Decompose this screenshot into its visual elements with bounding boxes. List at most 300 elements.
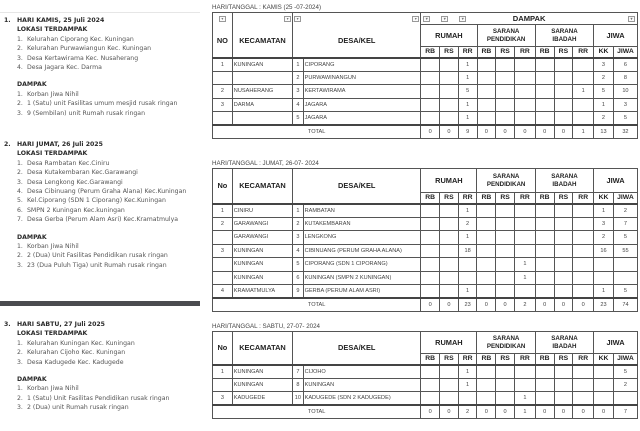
cell-value: 1 <box>458 71 477 85</box>
lokasi-item: 1. Kelurahan Kuningan Kec. Kuningan <box>17 339 135 347</box>
lokasi-item: 2. Desa Kutakembaran Kec.Garawangi <box>17 169 138 177</box>
cell-value <box>440 112 459 126</box>
cell-desa: JAGARA <box>303 112 421 126</box>
subheader-cell: RB <box>477 193 496 204</box>
subheader-cell: RR <box>573 193 594 204</box>
cell-value <box>496 365 515 379</box>
cell-value: 1 <box>514 258 535 272</box>
header-no: No <box>213 332 233 365</box>
cell-value: 5 <box>613 112 637 126</box>
cell-value <box>514 365 535 379</box>
total-value: 0 <box>477 405 496 419</box>
cell-kecamatan: KRAMATMULYA <box>232 285 292 299</box>
subheader-cell: RR <box>573 47 594 58</box>
cell-kecamatan: KUNINGAN <box>232 244 292 258</box>
filter-cell <box>232 13 292 25</box>
filter-dropdown-icon[interactable]: ▾ <box>219 16 226 22</box>
table-row <box>213 392 638 406</box>
cell-desa-no: 3 <box>293 231 303 245</box>
filter-dropdown-icon[interactable]: ▾ <box>284 16 291 22</box>
dampak-item: 1. Korban Jiwa Nihil <box>17 243 79 251</box>
cell-value <box>535 392 554 406</box>
subheader-cell: RR <box>514 354 535 365</box>
cell-desa-no: 5 <box>293 258 303 272</box>
cell-value <box>421 378 440 392</box>
cell-desa: CIBINUANG (PERUM GRAHA ALANA) <box>303 244 421 258</box>
cell-value <box>496 231 515 245</box>
cell-desa-no: 3 <box>293 85 303 99</box>
cell-desa: KADUGEDE (SDN 2 KADUGEDE) <box>303 392 421 406</box>
table-row <box>213 231 638 245</box>
header-no: NO <box>213 25 233 58</box>
filter-dropdown-icon[interactable]: ▾ <box>412 16 419 22</box>
cell-value <box>458 271 477 285</box>
cell-value: 5 <box>458 85 477 99</box>
cell-desa: JAGARA <box>303 98 421 112</box>
filter-dropdown-icon[interactable]: ▾ <box>423 16 430 22</box>
cell-value <box>554 378 573 392</box>
cell-value: 5 <box>613 231 637 245</box>
dampak-heading: DAMPAK <box>17 81 47 89</box>
dampak-item: 2. 1 (Satu) Unit Fasilitas Pendidikan rusak ringan <box>17 394 170 402</box>
cell-value <box>440 271 459 285</box>
cell-value <box>496 204 515 218</box>
total-value: 0 <box>554 125 573 139</box>
cell-kecamatan: GARAWANGI <box>232 231 292 245</box>
cell-value <box>496 85 515 99</box>
cell-value <box>496 258 515 272</box>
filter-cell <box>213 13 233 25</box>
subheader-cell: RB <box>477 47 496 58</box>
cell-value: 5 <box>594 85 614 99</box>
cell-desa-no: 4 <box>293 98 303 112</box>
header-desa: DESA/KEL <box>293 332 421 365</box>
cell-desa-no: 2 <box>293 217 303 231</box>
total-value: 0 <box>477 125 496 139</box>
total-value: 9 <box>458 125 477 139</box>
cell-value <box>554 217 573 231</box>
cell-value <box>554 365 573 379</box>
cell-value <box>594 271 614 285</box>
total-value: 0 <box>535 298 554 312</box>
cell-value <box>573 231 594 245</box>
total-value: 0 <box>496 405 515 419</box>
dampak-label: DAMPAK <box>512 14 546 23</box>
dampak-item: 1. Korban Jiwa Nihil <box>17 90 79 98</box>
total-value: 23 <box>594 298 614 312</box>
cell-value: 2 <box>613 204 637 218</box>
cell-value <box>477 271 496 285</box>
cell-value: 2 <box>613 378 637 392</box>
cell-value <box>477 392 496 406</box>
header-jiwa: JIWA <box>594 169 638 193</box>
header-sarana-ibadah: SARANA IBADAH <box>535 332 593 354</box>
cell-value <box>421 244 440 258</box>
total-value: 0 <box>535 405 554 419</box>
cell-value <box>440 231 459 245</box>
lokasi-item: 2. Kelurahan Purwawiangun Kec. Kuningan <box>17 45 152 53</box>
cell-value: 1 <box>514 392 535 406</box>
cell-value <box>496 112 515 126</box>
cell-kecamatan: KUNINGAN <box>232 365 292 379</box>
cell-value <box>573 392 594 406</box>
subheader-cell: RB <box>535 193 554 204</box>
filter-dropdown-icon[interactable]: ▾ <box>294 16 301 22</box>
cell-value: 5 <box>613 365 637 379</box>
header-no: No <box>213 169 233 204</box>
total-value: 0 <box>421 125 440 139</box>
cell-no: 2 <box>213 85 233 99</box>
cell-value <box>458 258 477 272</box>
subheader-cell: RS <box>496 47 515 58</box>
total-value: 0 <box>496 125 515 139</box>
filter-dropdown-icon[interactable]: ▾ <box>459 16 466 22</box>
total-label: TOTAL <box>213 125 421 139</box>
lokasi-item: 7. Desa Gerba (Perum Alam Asri) Kec.Kramatmulya <box>17 216 179 224</box>
cell-value <box>613 392 637 406</box>
cell-value <box>477 58 496 72</box>
cell-value: 10 <box>613 85 637 99</box>
total-value: 0 <box>440 298 459 312</box>
cell-value: 1 <box>458 112 477 126</box>
subheader-cell: RB <box>421 47 440 58</box>
cell-value <box>573 58 594 72</box>
cell-no: 1 <box>213 58 233 72</box>
header-rumah: RUMAH <box>421 332 477 354</box>
subheader-cell: RR <box>458 47 477 58</box>
cell-no <box>213 231 233 245</box>
cell-value <box>594 378 614 392</box>
cell-value <box>573 365 594 379</box>
dampak-item: 2. 1 (Satu) unit Fasilitas umum mesjid rusak ringan <box>17 100 178 108</box>
cell-value <box>477 204 496 218</box>
cell-value <box>535 271 554 285</box>
cell-value <box>496 58 515 72</box>
header-kecamatan: KECAMATAN <box>232 332 292 365</box>
header-sarana-ibadah: SARANA IBADAH <box>535 25 593 47</box>
cell-value <box>496 217 515 231</box>
cell-value: 1 <box>573 85 594 99</box>
subheader-cell: KK <box>594 47 614 58</box>
dampak-item: 1. Korban Jiwa Nihil <box>17 385 79 393</box>
total-value: 1 <box>573 125 594 139</box>
cell-value <box>440 258 459 272</box>
cell-desa: KUNINGAN <box>303 378 421 392</box>
cell-value <box>496 71 515 85</box>
subheader-cell: RS <box>496 354 515 365</box>
cell-value <box>535 231 554 245</box>
cell-desa: KERTAWIRAMA <box>303 85 421 99</box>
lokasi-heading: LOKASI TERDAMPAK <box>17 26 88 34</box>
lokasi-heading: LOKASI TERDAMPAK <box>17 150 88 158</box>
divider <box>0 12 200 13</box>
total-value: 0 <box>554 405 573 419</box>
subheader-cell: RB <box>421 193 440 204</box>
table-row <box>213 271 638 285</box>
total-value: 0 <box>573 405 594 419</box>
cell-desa-no: 2 <box>293 71 303 85</box>
impact-table <box>212 331 638 419</box>
subheader-cell: RR <box>514 47 535 58</box>
lokasi-item: 5. Kel.Ciporang (SDN 1 Ciporang) Kec.Kuningan <box>17 197 166 205</box>
cell-value <box>554 231 573 245</box>
cell-value <box>496 244 515 258</box>
filter-cell <box>293 13 421 25</box>
cell-desa-no: 6 <box>293 271 303 285</box>
cell-value <box>440 58 459 72</box>
cell-value: 7 <box>613 217 637 231</box>
cell-value <box>535 85 554 99</box>
table-row <box>213 112 638 126</box>
filter-dropdown-icon[interactable]: ▾ <box>628 16 635 22</box>
cell-value <box>613 258 637 272</box>
cell-value: 8 <box>613 71 637 85</box>
cell-value <box>477 217 496 231</box>
header-sarana-ibadah: SARANA IBADAH <box>535 169 593 193</box>
total-value: 74 <box>613 298 637 312</box>
subheader-cell: RR <box>573 354 594 365</box>
cell-kecamatan: KUNINGAN <box>232 271 292 285</box>
cell-value <box>573 217 594 231</box>
cell-value: 1 <box>458 231 477 245</box>
dampak-heading: DAMPAK <box>17 376 47 384</box>
lokasi-item: 3. Desa Lengkong Kec.Garawangi <box>17 178 123 186</box>
cell-value <box>535 365 554 379</box>
header-rumah: RUMAH <box>421 169 477 193</box>
table-row <box>213 217 638 231</box>
cell-no <box>213 112 233 126</box>
cell-value: 1 <box>594 204 614 218</box>
lokasi-item: 1. Desa Rambatan Kec.Ciniru <box>17 159 110 167</box>
total-value: 0 <box>535 125 554 139</box>
cell-value <box>535 378 554 392</box>
header-rumah: RUMAH <box>421 25 477 47</box>
header-sarana-pendidikan: SARANA PENDIDIKAN <box>477 169 535 193</box>
lokasi-item: 4. Desa Cibinuang (Perum Graha Alana) Kec.Kuningan <box>17 188 187 196</box>
cell-value: 1 <box>458 365 477 379</box>
cell-value <box>496 98 515 112</box>
header-desa: DESA/KEL <box>293 25 421 58</box>
table-row <box>213 365 638 379</box>
total-value: 2 <box>514 298 535 312</box>
total-value: 0 <box>440 125 459 139</box>
subheader-cell: RB <box>535 47 554 58</box>
table-row <box>213 98 638 112</box>
day-title: 1. HARI KAMIS, 25 Juli 2024 <box>4 17 105 24</box>
subheader-cell: JIWA <box>613 193 637 204</box>
cell-value <box>535 71 554 85</box>
cell-value <box>554 285 573 299</box>
cell-value <box>573 271 594 285</box>
total-label: TOTAL <box>213 405 421 419</box>
subheader-cell: RS <box>554 354 573 365</box>
cell-value <box>535 98 554 112</box>
cell-value <box>421 217 440 231</box>
subheader-cell: RS <box>554 193 573 204</box>
cell-value <box>514 58 535 72</box>
header-jiwa: JIWA <box>594 25 638 47</box>
cell-value <box>554 258 573 272</box>
cell-value: 3 <box>594 58 614 72</box>
cell-value <box>554 85 573 99</box>
table-row <box>213 378 638 392</box>
cell-value <box>573 98 594 112</box>
cell-kecamatan: CINIRU <box>232 204 292 218</box>
cell-value <box>573 71 594 85</box>
subheader-cell: RR <box>514 193 535 204</box>
cell-desa: RAMBATAN <box>303 204 421 218</box>
total-value: 0 <box>477 298 496 312</box>
cell-value <box>554 244 573 258</box>
cell-value <box>440 285 459 299</box>
total-row <box>213 298 638 312</box>
cell-value <box>421 58 440 72</box>
cell-value <box>440 204 459 218</box>
cell-value <box>514 231 535 245</box>
total-row <box>213 405 638 419</box>
cell-value <box>421 98 440 112</box>
cell-value <box>440 98 459 112</box>
cell-value <box>514 98 535 112</box>
cell-value <box>554 112 573 126</box>
day-summary-3 <box>4 320 209 413</box>
cell-desa: KUNINGAN (SMPN 2 KUNINGAN) <box>303 271 421 285</box>
cell-value <box>440 85 459 99</box>
subheader-cell: RR <box>458 193 477 204</box>
header-kecamatan: KECAMATAN <box>232 25 292 58</box>
cell-value <box>421 258 440 272</box>
subheader-cell: RS <box>554 47 573 58</box>
subheader-cell: RR <box>458 354 477 365</box>
cell-value: 1 <box>458 378 477 392</box>
total-value: 0 <box>421 405 440 419</box>
cell-value <box>477 71 496 85</box>
table-block-sabtu <box>212 322 640 419</box>
table-caption: HARI/TANGGAL : KAMIS (25 -07-2024) <box>212 4 322 11</box>
cell-kecamatan <box>232 112 292 126</box>
cell-value <box>421 71 440 85</box>
cell-value <box>573 244 594 258</box>
cell-desa: CIPORANG (SDN 1 CIPORANG) <box>303 258 421 272</box>
cell-no: 4 <box>213 285 233 299</box>
cell-kecamatan: KUNINGAN <box>232 378 292 392</box>
cell-value <box>458 392 477 406</box>
cell-no: 3 <box>213 244 233 258</box>
cell-desa-no: 4 <box>293 244 303 258</box>
cell-desa: CIPORANG <box>303 58 421 72</box>
cell-no <box>213 71 233 85</box>
cell-value <box>514 285 535 299</box>
header-kecamatan: KECAMATAN <box>232 169 292 204</box>
cell-desa: CIJOHO <box>303 365 421 379</box>
total-value: 32 <box>613 125 637 139</box>
cell-value <box>496 271 515 285</box>
lokasi-item: 3. Desa Kadugede Kec. Kadugede <box>17 358 124 366</box>
cell-value: 1 <box>594 98 614 112</box>
cell-value <box>514 112 535 126</box>
cell-value <box>421 85 440 99</box>
cell-desa-no: 1 <box>293 58 303 72</box>
cell-value <box>554 271 573 285</box>
cell-value <box>573 204 594 218</box>
cell-value: 1 <box>458 204 477 218</box>
total-value: 13 <box>594 125 614 139</box>
dampak-item: 3. 23 (Dua Puluh Tiga) unit Rumah rusak ringan <box>17 261 167 269</box>
cell-desa: GERBA (PERUM ALAM ASRI) <box>303 285 421 299</box>
lokasi-item: 6. SMPN 2 Kuningan Kec.kuningan <box>17 206 125 214</box>
cell-value <box>554 58 573 72</box>
cell-desa: KUTAKEMBARAN <box>303 217 421 231</box>
cell-desa: PURWAWINANGUN <box>303 71 421 85</box>
cell-value: 1 <box>458 285 477 299</box>
cell-no: 3 <box>213 98 233 112</box>
total-value: 0 <box>496 298 515 312</box>
cell-value <box>477 285 496 299</box>
total-value: 0 <box>594 405 614 419</box>
cell-value: 3 <box>594 217 614 231</box>
day-summary-2 <box>4 140 209 270</box>
cell-value <box>477 231 496 245</box>
header-sarana-pendidikan: SARANA PENDIDIKAN <box>477 25 535 47</box>
header-desa: DESA/KEL <box>293 169 421 204</box>
cell-value: 18 <box>458 244 477 258</box>
cell-value: 1 <box>458 58 477 72</box>
cell-no: 2 <box>213 217 233 231</box>
subheader-cell: KK <box>594 354 614 365</box>
cell-kecamatan: KUNINGAN <box>232 58 292 72</box>
dampak-item: 2. 2 (Dua) Unit Fasilitas Pendidikan rusak ringan <box>17 252 168 260</box>
cell-value <box>573 378 594 392</box>
subheader-cell: JIWA <box>613 47 637 58</box>
cell-value <box>421 204 440 218</box>
table-block-jumat <box>212 159 640 312</box>
subheader-cell: RB <box>477 354 496 365</box>
total-value: 1 <box>514 405 535 419</box>
cell-value <box>514 71 535 85</box>
cell-value <box>535 58 554 72</box>
cell-value <box>477 258 496 272</box>
cell-value <box>477 85 496 99</box>
cell-desa-no: 1 <box>293 204 303 218</box>
total-value: 0 <box>554 298 573 312</box>
cell-value <box>477 378 496 392</box>
lokasi-item: 1. Kelurahan Ciporang Kec. Kuningan <box>17 35 134 43</box>
cell-value <box>440 392 459 406</box>
cell-value <box>613 271 637 285</box>
table-row <box>213 58 638 72</box>
dampak-item: 3. 2 (Dua) unit Rumah rusak ringan <box>17 404 129 412</box>
cell-value <box>554 204 573 218</box>
lokasi-item: 4. Desa Jagara Kec. Darma <box>17 64 102 72</box>
table-row <box>213 244 638 258</box>
subheader-cell: KK <box>594 193 614 204</box>
cell-no <box>213 258 233 272</box>
filter-dropdown-icon[interactable]: ▾ <box>441 16 448 22</box>
cell-value <box>514 204 535 218</box>
cell-value <box>421 285 440 299</box>
total-label: TOTAL <box>213 298 421 312</box>
cell-kecamatan: KUNINGAN <box>232 258 292 272</box>
cell-no: 1 <box>213 365 233 379</box>
cell-value <box>535 285 554 299</box>
cell-value <box>421 392 440 406</box>
cell-value <box>535 244 554 258</box>
cell-value: 6 <box>613 58 637 72</box>
total-value: 0 <box>421 298 440 312</box>
cell-value <box>440 71 459 85</box>
table-row <box>213 258 638 272</box>
cell-value: 2 <box>594 112 614 126</box>
